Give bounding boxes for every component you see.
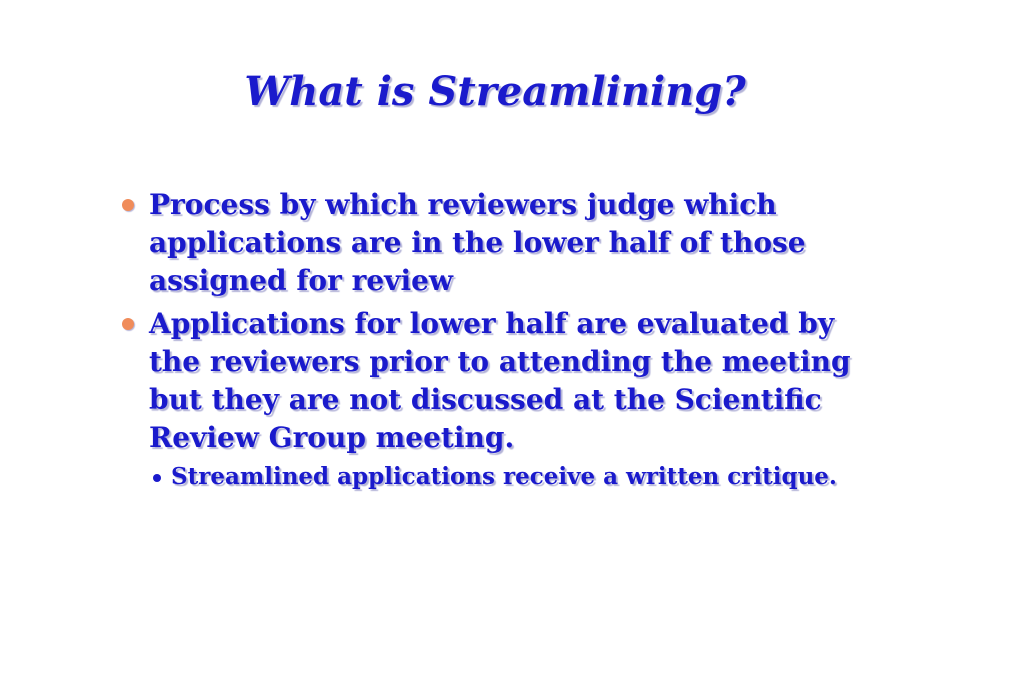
bullet-item — [118, 186, 878, 300]
sub-bullet-dot-icon — [153, 474, 161, 482]
slide-title: What is Streamlining? — [244, 68, 746, 115]
bullet-dot-icon — [122, 199, 134, 211]
sub-bullet-item — [149, 461, 878, 493]
bullet-item — [118, 305, 878, 493]
sub-bullet-list — [149, 461, 878, 493]
bullet-dot-icon — [122, 318, 134, 330]
bullet-text: Process by which reviewers judge which applications are in the lower half of those assigned for review — [149, 188, 806, 297]
bullet-text: Applications for lower half are evaluated by the reviewers prior to attending the meeting but they are not discussed at the Scientific Review Group meeting. — [149, 307, 851, 454]
sub-bullet-text: Streamlined applications receive a written critique. — [171, 463, 837, 490]
bullet-list — [118, 186, 878, 498]
